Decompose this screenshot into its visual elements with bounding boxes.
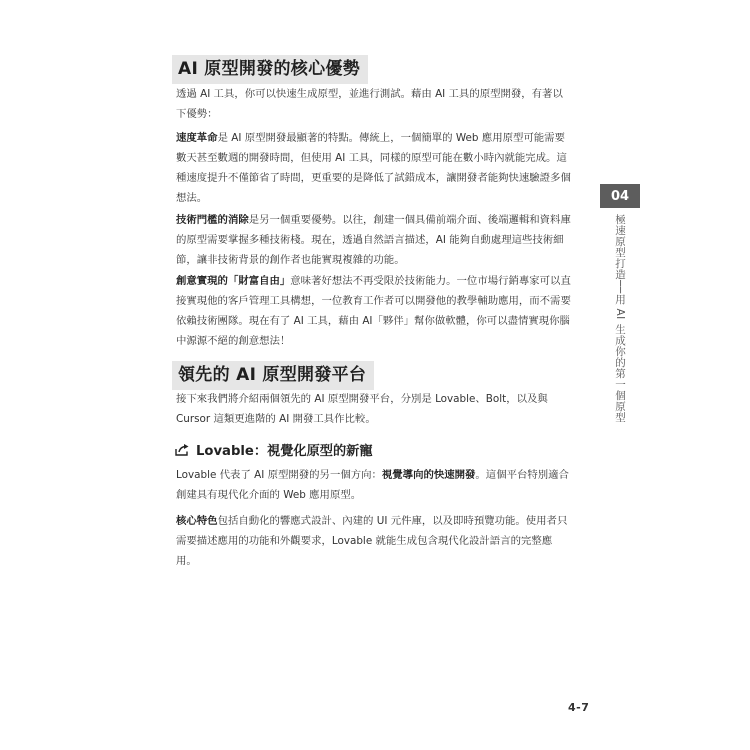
section-title-core-advantages: AI 原型開發的核心優勢 (172, 55, 368, 84)
advantage-speed-text: 是 AI 原型開發最顯著的特點。傳統上，一個簡單的 Web 應用原型可能需要數天甚至數週的開發時間，但使用 AI 工具，同樣的原型可能在數小時內就能完成。這種速度提升不僅節省了時間，更重要的是降低了試錯成本，讓開發者能夠快速驗證多個想法。 (176, 132, 571, 204)
lovable-p1-pre: Lovable 代表了 AI 原型開發的另一個方向： (176, 469, 382, 481)
chapter-tab-number: 04 (600, 184, 640, 208)
intro-paragraph: 透過 AI 工具，你可以快速生成原型，並進行測試。藉由 AI 工具的原型開發，有著以下優勢： (176, 88, 563, 120)
lovable-paragraph-2 (176, 511, 571, 571)
lovable-p2-text: 包括自動化的響應式設計、內建的 UI 元件庫，以及即時預覽功能。使用者只需要描述應用的功能和外觀要求，Lovable 就能生成包含現代化設計語言的完整應用。 (176, 515, 568, 567)
lovable-paragraph-1 (176, 465, 571, 505)
lovable-heading-text: Lovable：視覺化原型的新寵 (196, 444, 373, 459)
section-title-leading-platforms: 領先的 AI 原型開發平台 (172, 361, 374, 390)
advantage-freedom-paragraph (176, 271, 571, 351)
advantage-barrier-paragraph (176, 210, 571, 270)
advantage-freedom-text: 意味著好想法不再受限於技術能力。一位市場行銷專家可以直接實現他的客戶管理工具構想，一位教育工作者可以開發他的教學輔助應用，而不需要依賴技術團隊。現在有了 AI 工具，藉由 AI「夥伴」幫你做軟體，你可以盡情實現你腦中源源不絕的創意想法！ (176, 275, 571, 347)
page-number: 4-7 (568, 701, 590, 714)
advantage-barrier-text: 是另一個重要優勢。以往，創建一個具備前端介面、後端邏輯和資料庫的原型需要掌握多種技術棧。現在，透過自然語言描述，AI 能夠自動處理這些技術細節，讓非技術背景的創作者也能實現複雜的功能。 (176, 214, 571, 266)
chapter-tab-caption: 極速原型打造──用 AI 生成你的第一個原型 (614, 214, 626, 423)
lovable-p2-bold: 核心特色 (176, 515, 218, 527)
advantage-speed-term: 速度革命 (176, 132, 218, 144)
platforms-intro-paragraph: 接下來我們將介紹兩個領先的 AI 原型開發平台，分別是 Lovable、Bolt，以及與 Cursor 這類更進階的 AI 開發工具作比較。 (176, 393, 548, 425)
advantage-freedom-term: 創意實現的「財富自由」 (176, 275, 291, 287)
lovable-p1-bold: 視覺導向的快速開發 (381, 469, 476, 481)
advantage-speed-paragraph (176, 128, 571, 208)
share-arrow-icon (175, 443, 190, 456)
lovable-p1-post: 。這個平台特別適合創建具有現代化介面的 Web 應用原型。 (176, 469, 569, 501)
advantage-barrier-term: 技術門檻的消除 (176, 214, 249, 226)
lovable-heading (175, 440, 373, 459)
